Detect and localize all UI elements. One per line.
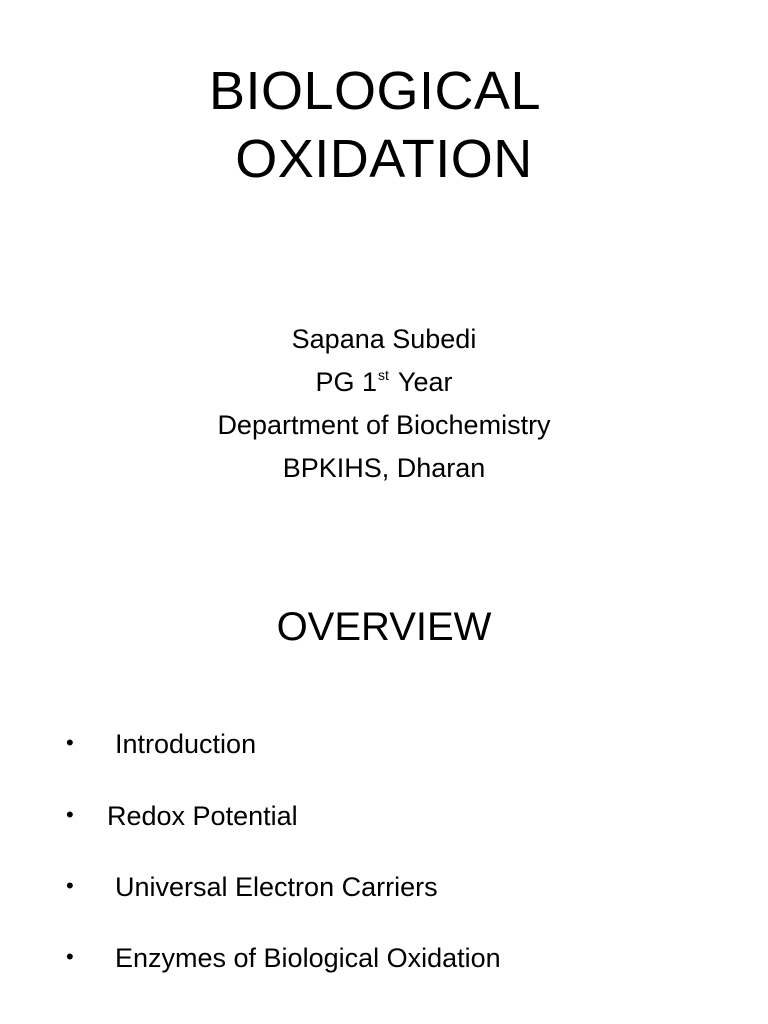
bullet-icon: • [66,944,74,969]
list-item-text: Redox Potential [107,801,298,831]
author-name: Sapana Subedi [291,324,477,354]
author-institution: BPKIHS, Dharan [282,453,486,483]
author-year-superscript: st [378,367,389,383]
author-year-prefix: PG 1 [315,367,378,397]
list-item [66,725,256,762]
list-item [66,797,298,834]
author-year-suffix: Year [390,367,453,397]
list-item [66,868,438,905]
title-line-1: BIOLOGICAL [208,61,542,121]
list-item-text: Introduction [115,729,257,759]
overview-heading: OVERVIEW [276,605,492,649]
bullet-icon: • [66,873,74,898]
bullet-icon: • [66,802,74,827]
author-department: Department of Biochemistry [217,410,551,440]
title-line-2: OXIDATION [235,129,533,189]
list-item-text: Universal Electron Carriers [115,872,438,902]
bullet-icon: • [66,730,74,755]
list-item-text: Enzymes of Biological Oxidation [115,943,501,973]
list-item [66,939,501,976]
